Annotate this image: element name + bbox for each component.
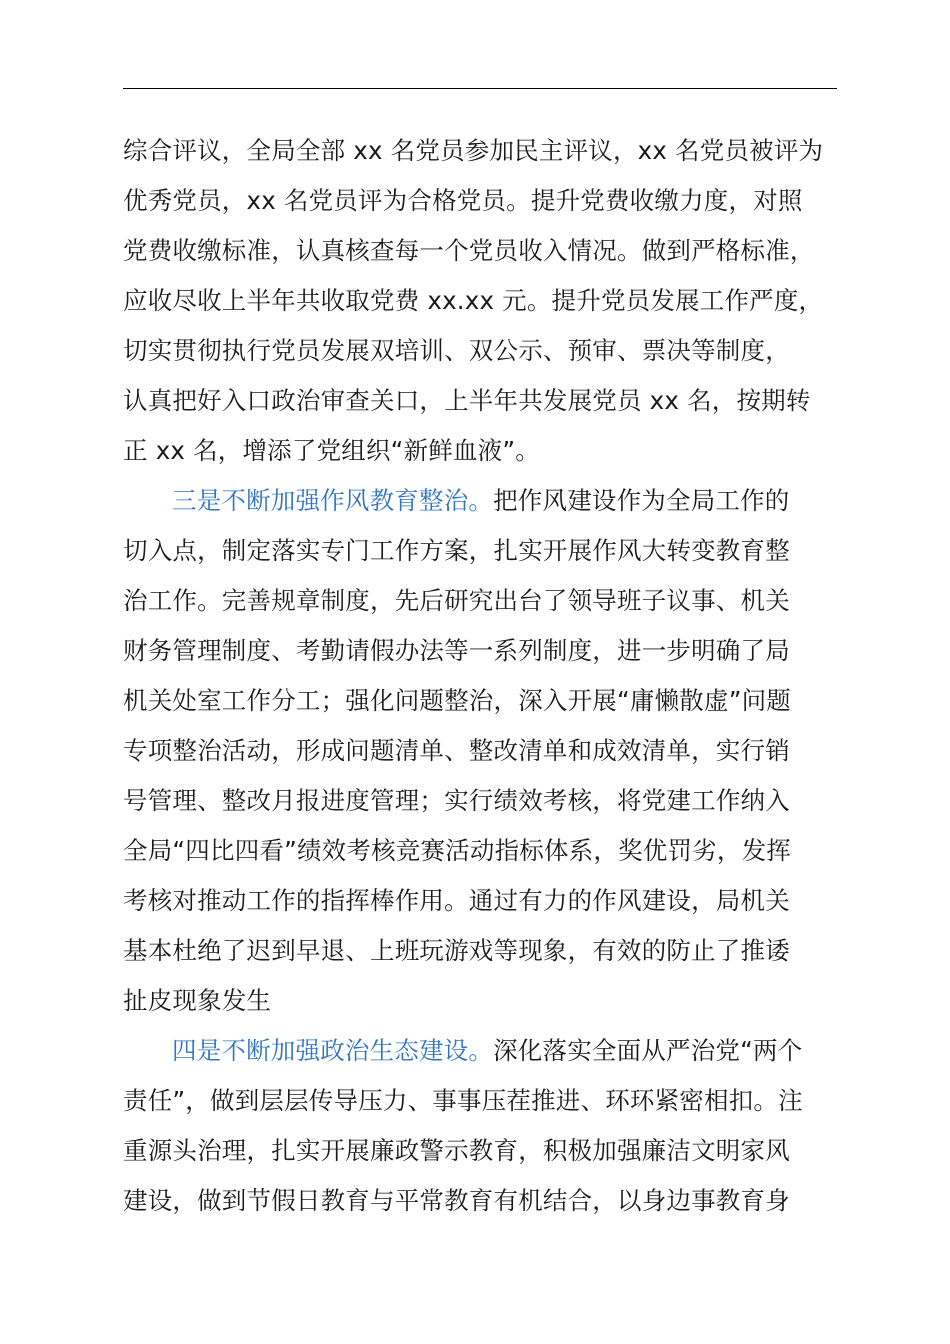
text-line: 切入点，制定落实专门工作方案，扎实开展作风大转变教育整 <box>123 536 790 565</box>
text-line: 党费收缴标准，认真核查每一个党员收入情况。做到严格标准， <box>123 236 815 265</box>
header-rule <box>123 88 837 89</box>
text-line: 专项整治活动，形成问题清单、整改清单和成效清单，实行销 <box>123 736 790 765</box>
text-line: 号管理、整改月报进度管理；实行绩效考核，将党建工作纳入 <box>123 786 790 815</box>
text-line: 治工作。完善规章制度，先后研究出台了领导班子议事、机关 <box>123 586 790 615</box>
text-line: 正 xx 名，增添了党组织“新鲜血液”。 <box>123 436 540 465</box>
text-line-content: 把作风建设作为全局工作的 <box>493 486 790 515</box>
text-line: 财务管理制度、考勤请假办法等一系列制度，进一步明确了局 <box>123 636 790 665</box>
text-line: 认真把好入口政治审查关口，上半年共发展党员 xx 名，按期转 <box>123 386 811 415</box>
text-line: 基本杜绝了迟到早退、上班玩游戏等现象，有效的防止了推诿 <box>123 936 790 965</box>
text-line-content: 深化落实全面从严治党“两个 <box>493 1036 803 1065</box>
text-line: 优秀党员，xx 名党员评为合格党员。提升党费收缴力度，对照 <box>123 186 803 215</box>
text-line: 机关处室工作分工；强化问题整治，深入开展“庸懒散虚”问题 <box>123 686 791 715</box>
document-body <box>123 126 837 1226</box>
text-line: 切实贯彻执行党员发展双培训、双公示、预审、票决等制度， <box>123 336 790 365</box>
text-line: 责任”，做到层层传导压力、事事压茬推进、环环紧密相扣。注 <box>123 1086 803 1115</box>
section-heading-four: 四是不断加强政治生态建设。 <box>172 1036 494 1065</box>
text-line: 扯皮现象发生 <box>123 986 272 1015</box>
text-line: 建设，做到节假日教育与平常教育有机结合，以身边事教育身 <box>123 1186 790 1215</box>
section-heading-three: 三是不断加强作风教育整治。 <box>172 486 494 515</box>
text-line: 重源头治理，扎实开展廉政警示教育，积极加强廉洁文明家风 <box>123 1136 790 1165</box>
text-line: 考核对推动工作的指挥棒作用。通过有力的作风建设，局机关 <box>123 886 790 915</box>
paragraph-four-first-line <box>123 1026 837 1076</box>
text-line: 综合评议，全局全部 xx 名党员参加民主评议，xx 名党员被评为 <box>123 136 824 165</box>
text-line: 应收尽收上半年共收取党费 xx.xx 元。提升党员发展工作严度， <box>123 286 824 315</box>
text-line: 全局“四比四看”绩效考核竞赛活动指标体系，奖优罚劣，发挥 <box>123 836 791 865</box>
paragraph-three-first-line <box>123 476 837 526</box>
